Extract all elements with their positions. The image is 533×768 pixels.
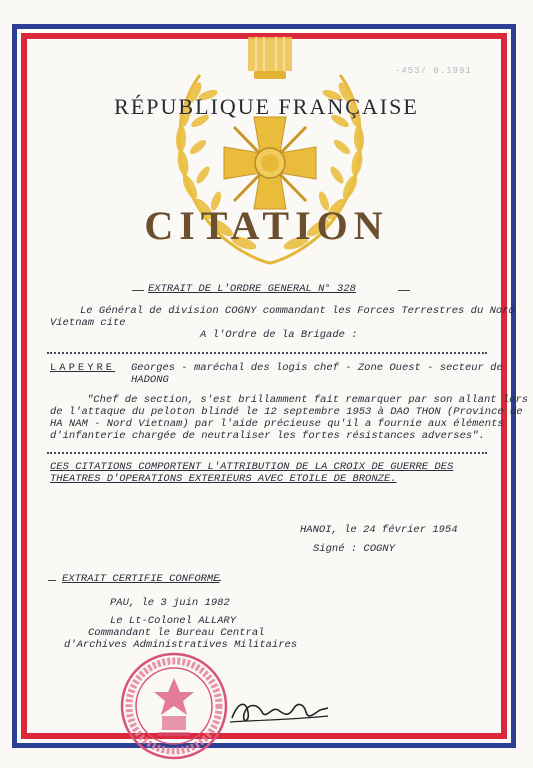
citation-title: CITATION [144, 203, 389, 248]
citation-text-line-2: de l'attaque du peloton blindé le 12 septembre 1953 à DAO THON (Province de [50, 406, 523, 418]
faint-reference-number: -453/ 0.1991 [395, 66, 472, 76]
certified-role-2: d'Archives Administratives Militaires [64, 639, 298, 651]
recipient-name: LAPEYRE [50, 362, 116, 374]
official-stamp [118, 650, 230, 762]
dash-certified-right [213, 580, 221, 581]
dotted-separator-2 [47, 452, 487, 454]
certified-role-1: Commandant le Bureau Central [88, 627, 265, 639]
brigade-line: A l'Ordre de la Brigade : [200, 329, 358, 341]
intro-line-1: Le Général de division COGNY commandant les Forces Terrestres du Nord [80, 305, 515, 317]
handwritten-signature [228, 694, 333, 730]
intro-line-2: Vietnam cite [50, 317, 126, 329]
citation-text-line-4: d'infanterie chargée de neutraliser les fortes résistances adverses". [50, 430, 485, 442]
certified-officer: Le Lt-Colonel ALLARY [110, 615, 237, 627]
recipient-desc-line-2: HADONG [131, 374, 169, 386]
place-date: HANOI, le 24 février 1954 [300, 524, 458, 536]
order-extract-label: EXTRAIT DE L'ORDRE GENERAL N° 328 [148, 283, 356, 295]
dash-left [132, 290, 144, 291]
republique-heading: RÉPUBLIQUE FRANÇAISE [114, 94, 419, 119]
dash-certified-left [48, 580, 56, 581]
signed-line: Signé : COGNY [313, 543, 395, 555]
certified-label: EXTRAIT CERTIFIE CONFORME [62, 573, 220, 585]
attribution-line-2: THEATRES D'OPERATIONS EXTERIEURS AVEC ETOILE DE BRONZE. [50, 473, 397, 485]
dash-right [398, 290, 410, 291]
recipient-desc-line-1: Georges - maréchal des logis chef - Zone Ouest - secteur de [131, 362, 503, 374]
citation-text-line-3: HA NAM - Nord Vietnam) par l'aide précieuse qu'il a fournie aux éléments [50, 418, 504, 430]
certified-place-date: PAU, le 3 juin 1982 [110, 597, 230, 609]
dotted-separator-1 [47, 352, 487, 354]
citation-text-line-1: "Chef de section, s'est brillamment fait remarquer par son allant lors [87, 394, 529, 406]
attribution-line-1: CES CITATIONS COMPORTENT L'ATTRIBUTION DE LA CROIX DE GUERRE DES [50, 461, 454, 473]
